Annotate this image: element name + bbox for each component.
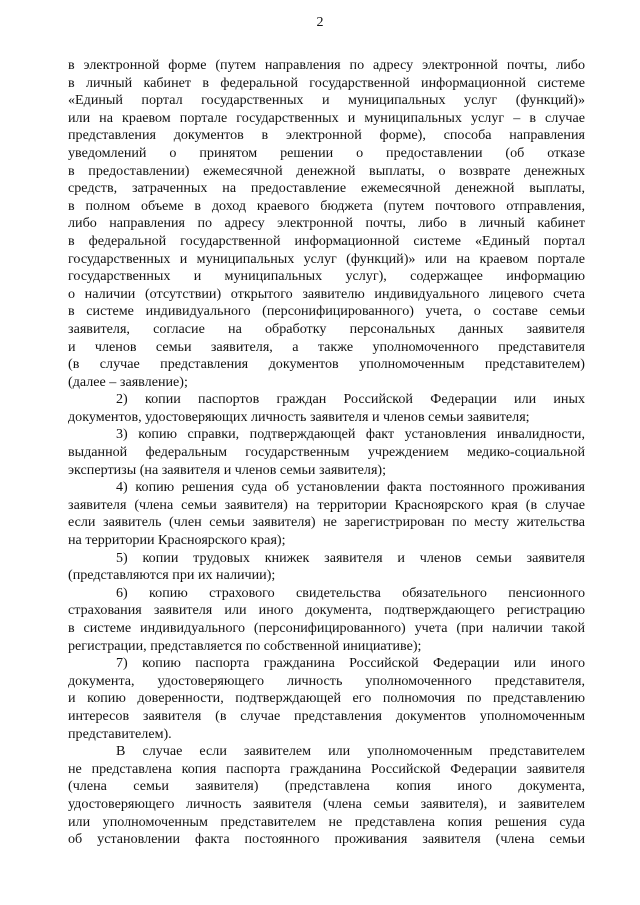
text-line: уведомлений о принятом решении о предоставлении (об отказе	[68, 144, 585, 161]
list-item-3: 3) копию справки, подтверждающей факт установления инвалидности,	[116, 426, 585, 443]
text-line: выданной федеральным государственным учреждением медико-социальной	[68, 444, 585, 461]
text-line: и копию доверенности, подтверждающей его полномочия по представлению	[68, 690, 585, 707]
text-line: в системе индивидуального (персонифицированного) учета (при наличии такой	[68, 620, 585, 636]
paragraph-start: В случае если заявителем или уполномоченным представителем	[116, 743, 585, 760]
list-item-5: 5) копии трудовых книжек заявителя и членов семьи заявителя	[116, 549, 585, 566]
text-line: представления документов в электронной форме), способа направления	[68, 127, 585, 144]
text-line: страхования заявителя или иного документа, подтверждающего регистрацию	[68, 602, 585, 619]
text-line: об установлении факта постоянного проживания заявителя (члена семьи	[68, 831, 585, 848]
text-line: или уполномоченным представителем не представлена копия решения суда	[68, 813, 585, 830]
page-number: 2	[316, 15, 324, 30]
text-line: (далее – заявление);	[68, 373, 188, 390]
text-line: в предоставлении) ежемесячной денежной выплаты, о возврате денежных	[68, 162, 585, 179]
list-item-6: 6) копию страхового свидетельства обязательного пенсионного	[116, 584, 585, 601]
text-line: документов, удостоверяющих личность заявителя и членов семьи заявителя;	[68, 408, 530, 425]
list-item-7: 7) копию паспорта гражданина Российской Федерации или иного	[116, 655, 585, 672]
list-item-2: 2) копии паспортов граждан Российской Федерации или иных	[116, 391, 585, 408]
text-line: «Единый портал государственных и муниципальных услуг (функций)»	[68, 92, 585, 109]
text-line: в федеральной государственной информационной системе «Единый портал	[68, 232, 585, 249]
text-line: регистрации, представляется по собственной инициативе);	[68, 637, 422, 654]
text-line: средств, затраченных на предоставление ежемесячной денежной выплаты,	[68, 180, 585, 197]
text-line: (в случае представления документов уполномоченным представителем)	[68, 356, 585, 373]
text-line: и членов семьи заявителя, а также уполномоченного представителя	[68, 338, 585, 355]
text-line: не представлена копия паспорта гражданина Российской Федерации заявителя	[68, 760, 585, 777]
text-line: представителем).	[68, 725, 172, 742]
text-line: государственных и муниципальных услуг), содержащее информацию	[68, 268, 585, 285]
document-body	[68, 57, 585, 849]
text-line: в системе индивидуального (персонифицированного) учета, о составе семьи	[68, 303, 585, 320]
text-line: документа, удостоверяющего личность уполномоченного представителя,	[68, 672, 585, 689]
text-line: интересов заявителя (в случае представления документов уполномоченным	[68, 707, 585, 724]
text-line: на территории Красноярского края);	[68, 532, 286, 549]
text-line: удостоверяющего личность заявителя (члена семьи заявителя), и заявителем	[68, 795, 585, 812]
text-line: заявителя, согласие на обработку персональных данных заявителя	[68, 320, 585, 337]
text-line: о наличии (отсутствии) открытого заявителю индивидуального лицевого счета	[68, 285, 585, 302]
text-line: в полном объеме в доход краевого бюджета (путем почтового отправления,	[68, 197, 585, 214]
text-line: экспертизы (на заявителя и членов семьи заявителя);	[68, 461, 387, 478]
text-line: если заявитель (член семьи заявителя) не зарегистрирован по месту жительства	[68, 514, 585, 531]
text-line: или на краевом портале государственных и муниципальных услуг – в случае	[68, 109, 585, 126]
text-line: (члена семьи заявителя) (представлена копия иного документа,	[68, 778, 585, 795]
text-line: заявителя (члена семьи заявителя) на территории Красноярского края (в случае	[68, 496, 585, 513]
text-line: в электронной форме (путем направления по адресу электронной почты, либо	[68, 57, 585, 73]
text-line: государственных и муниципальных услуг (функций)» или на краевом портале	[68, 250, 585, 267]
list-item-4: 4) копию решения суда об установлении факта постоянного проживания	[116, 479, 585, 496]
text-line: либо направления по адресу электронной почты, либо в личный кабинет	[68, 215, 585, 232]
text-line: (представляются при их наличии);	[68, 567, 276, 584]
text-line: в личный кабинет в федеральной государственной информационной системе	[68, 74, 585, 91]
